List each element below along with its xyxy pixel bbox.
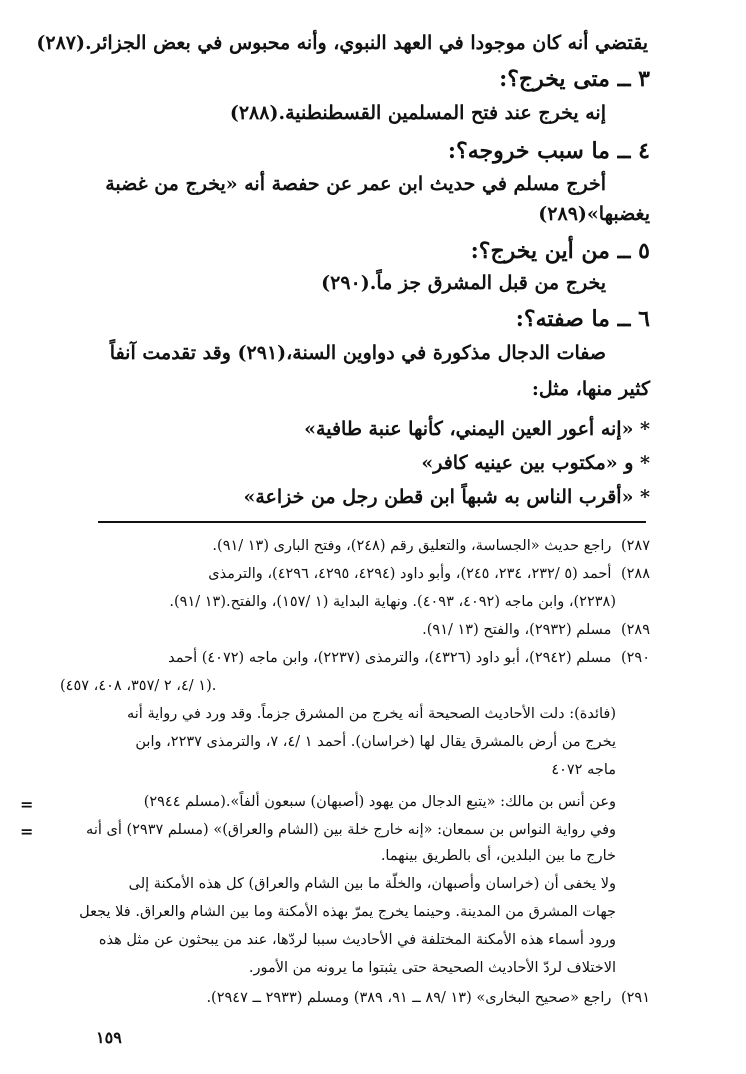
footnote-line: (٢٢٣٨)، وابن ماجه (٤٠٩٢، ٤٠٩٣). ونهاية البداية (١ /١٥٧)، والفتح.(١٣ /٩١). — [169, 594, 616, 610]
footnote-divider — [98, 521, 646, 523]
footnote-line: (١ /٤، ٢ /٣٥٧، ٤٠٨، ٤٥٧). — [60, 678, 217, 694]
footnote-line: وفي رواية النواس بن سمعان: «إنه خارج خلة بين (الشام والعراق)» (مسلم ٢٩٣٧) أى أنه — [86, 822, 616, 838]
footnote-line: الاختلاف لردّ الأحاديث الصحيحة حتى يثبتوا ما يرونه من الأمور. — [248, 960, 616, 976]
body-line: يقتضي أنه كان موجودا في العهد النبوي، وأنه محبوس في بعض الجزائر.(٢٨٧) — [36, 32, 648, 54]
body-line: صفات الدجال مذكورة في دواوين السنة،(٢٩١) وقد تقدمت آنفاً — [109, 342, 606, 364]
footnote-text: أحمد (٥ /٢٣٢، ٢٣٤، ٢٤٥)، وأبو داود (٤٢٩٤، ٤٢٩٥، ٤٢٩٦)، والترمذى — [208, 566, 612, 582]
footnote-number: ٢٨٩) — [620, 622, 650, 638]
section-heading: ٣ ــ متى يخرج؟: — [499, 66, 650, 92]
footnote-text: مسلم (٢٩٤٢)، أبو داود (٤٣٢٦)، والترمذى (٢٢٣٧)، وابن ماجه (٤٠٧٢) أحمد — [168, 650, 612, 666]
bullet-item: * «أقرب الناس به شبهاً ابن قطن رجل من خزاعة» — [243, 486, 650, 508]
body-line: يغضبها»(٢٨٩) — [538, 203, 650, 225]
continuation-mark: = — [20, 822, 34, 841]
bullet-item: * «إنه أعور العين اليمني، كأنها عنبة طافية» — [304, 418, 650, 440]
footnote-number: ٢٨٨) — [620, 566, 650, 582]
section-heading: ٥ ــ من أين يخرج؟: — [470, 238, 650, 264]
footnote-line: (فائدة): دلت الأحاديث الصحيحة أنه يخرج من المشرق جزماً. وقد ورد في رواية أنه — [127, 706, 616, 722]
body-line: كثير منها، مثل: — [531, 378, 650, 400]
footnote-number: ٢٩٠) — [620, 650, 650, 666]
footnote-line: جهات المشرق من المدينة. وحينما يخرج يمرّ بهذه الأمكنة وما بين الشام والعراق. فلا يجعل — [79, 904, 616, 920]
continuation-mark: = — [20, 795, 34, 814]
footnote-line: ولا يخفى أن (خراسان وأصبهان، والخلّة ما بين الشام والعراق) كل هذه الأمكنة إلى — [128, 876, 616, 892]
footnote-number: ٢٩١) — [620, 990, 650, 1006]
footnote-text: راجع حديث «الجساسة، والتعليق رقم (٢٤٨)، وفتح البارى (١٣ /٩١). — [212, 538, 612, 554]
footnote-line — [60, 650, 650, 666]
footnote-line — [60, 566, 650, 582]
footnote-line: ماجه ٤٠٧٢ — [551, 762, 616, 778]
footnote-line: وعن أنس بن مالك: «يتبع الدجال من يهود (أصبهان) سبعون ألفاً».(مسلم ٢٩٤٤) — [143, 794, 616, 810]
section-heading: ٦ ــ ما صفته؟: — [515, 306, 650, 332]
footnote-line: يخرج من أرض بالمشرق يقال لها (خراسان). أحمد ١ /٤، ٧، والترمذى ٢٢٣٧، وابن — [135, 734, 616, 750]
body-line: أخرج مسلم في حديث ابن عمر عن حفصة أنه «يخرج من غضبة — [105, 173, 606, 195]
bullet-item: * و «مكتوب بين عينيه كافر» — [421, 452, 650, 474]
body-line: إنه يخرج عند فتح المسلمين القسطنطنية.(٢٨٨) — [229, 102, 606, 124]
footnote-text: راجع «صحيح البخارى» (١٣ /٨٩ ــ ٩١، ٣٨٩) ومسلم (٢٩٣٣ ــ ٢٩٤٧). — [206, 990, 612, 1006]
footnote-line — [60, 990, 650, 1006]
section-heading: ٤ ــ ما سبب خروجه؟: — [447, 138, 650, 164]
page-number: ١٥٩ — [96, 1028, 122, 1047]
footnote-number: ٢٨٧) — [620, 538, 650, 554]
footnote-text: مسلم (٢٩٣٢)، والفتح (١٣ /٩١). — [422, 622, 612, 638]
body-line: يخرج من قبل المشرق جز ماً.(٢٩٠) — [321, 272, 606, 294]
footnote-line — [60, 538, 650, 554]
footnote-line — [60, 622, 650, 638]
footnote-line: ورود أسماء هذه الأمكنة المختلفة في الأحاديث سببا لردّها، عند من يبحثون عن مثل هذه — [98, 932, 616, 948]
footnote-line: خارج ما بين البلدين، أى بالطريق بينهما. — [380, 848, 616, 864]
